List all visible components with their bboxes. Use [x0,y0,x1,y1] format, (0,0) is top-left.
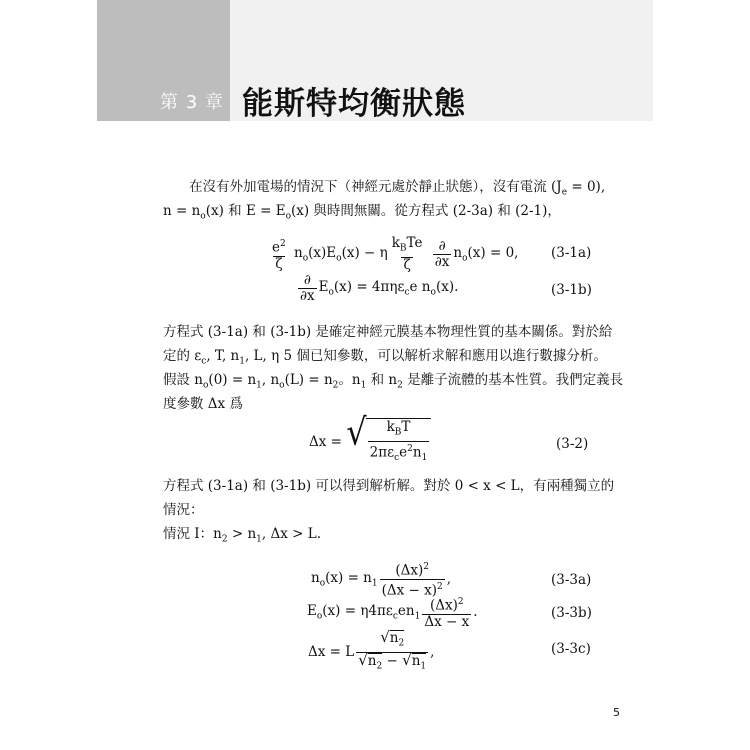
paragraph-2-line-1: 方程式 (3-1a) 和 (3-1b) 是確定神經元膜基本物理性質的基本關係。對於給 [163,324,613,340]
chapter-title: 能斯特均衡狀態 [242,86,466,122]
equation-3-3b: $E_o(x) = \eta 4\pi\varepsilon_cen_1$ $\frac{(\Delta x)^2}{\Delta x - x}$ . [307,597,478,630]
paragraph-2-line-4: 度參數 Δx 爲 [163,396,243,412]
paragraph-2-line-2: 定的 $\varepsilon_c$, T, $n_1$, L, η 5 個已知參數，可以解析求解和應用以進行數據分析。 [163,348,607,367]
page-number: 5 [613,706,620,719]
equation-number-3-2: (3-2) [556,436,589,452]
equation-number-3-1a: (3-1a) [551,245,592,261]
equation-3-3a: $n_o(x) = n_1$ $\frac{(\Delta x)^2}{(\Delta x - x)^2}$ , [311,562,452,598]
paragraph-3-line-1: 方程式 (3-1a) 和 (3-1b) 可以得到解析解。對於 0 < x < L，有兩種獨立的 [163,478,615,494]
equation-3-2: Δx = √ $\frac{k_BT}{2\pi\varepsilon_ce^2n_1}$ [309,418,431,466]
paragraph-3-line-2: 情況： [163,502,204,518]
paragraph-3-line-3: 情況 I：$n_2 > n_1$, Δx > L. [163,526,321,545]
equation-number-3-1b: (3-1b) [551,282,592,298]
equation-number-3-3c: (3-3c) [551,641,591,657]
equation-3-3c: Δx = L √ $n_2$ √ $n_2$ − √ $n_1$ , [308,630,434,674]
paragraph-1-line-2: $n = n_o(x)$ 和 $E = E_o(x)$ 與時間無關。從方程式 (2-3a) 和 (2-1)， [163,203,561,222]
equation-number-3-3b: (3-3b) [551,605,592,621]
chapter-label: 第 3 章 [160,92,224,113]
equation-3-1a: $\frac{e^2}{\zeta}$ $n_o(x)E_o(x) - \eta$ $\frac{k_BTe}{\zeta}$ $\frac{\partial}{\partial x}$ $n_o(x) = 0$, [272,235,519,273]
paragraph-1-line-1: 在沒有外加電場的情況下（神經元處於靜止狀態），沒有電流 $(J_e = 0)$, [189,179,606,198]
paragraph-2-line-3: 假設 $n_o(0) = n_1$, $n_o(L) = n_2$。$n_1$ 和 $n_2$ 是離子流體的基本性質。我們定義長 [163,372,624,391]
equation-number-3-3a: (3-3a) [551,572,592,588]
equation-3-1b: $\frac{\partial}{\partial x}$ $E_o(x) = 4\pi\eta\varepsilon_ce$ $n_o(x)$. [300,272,459,304]
